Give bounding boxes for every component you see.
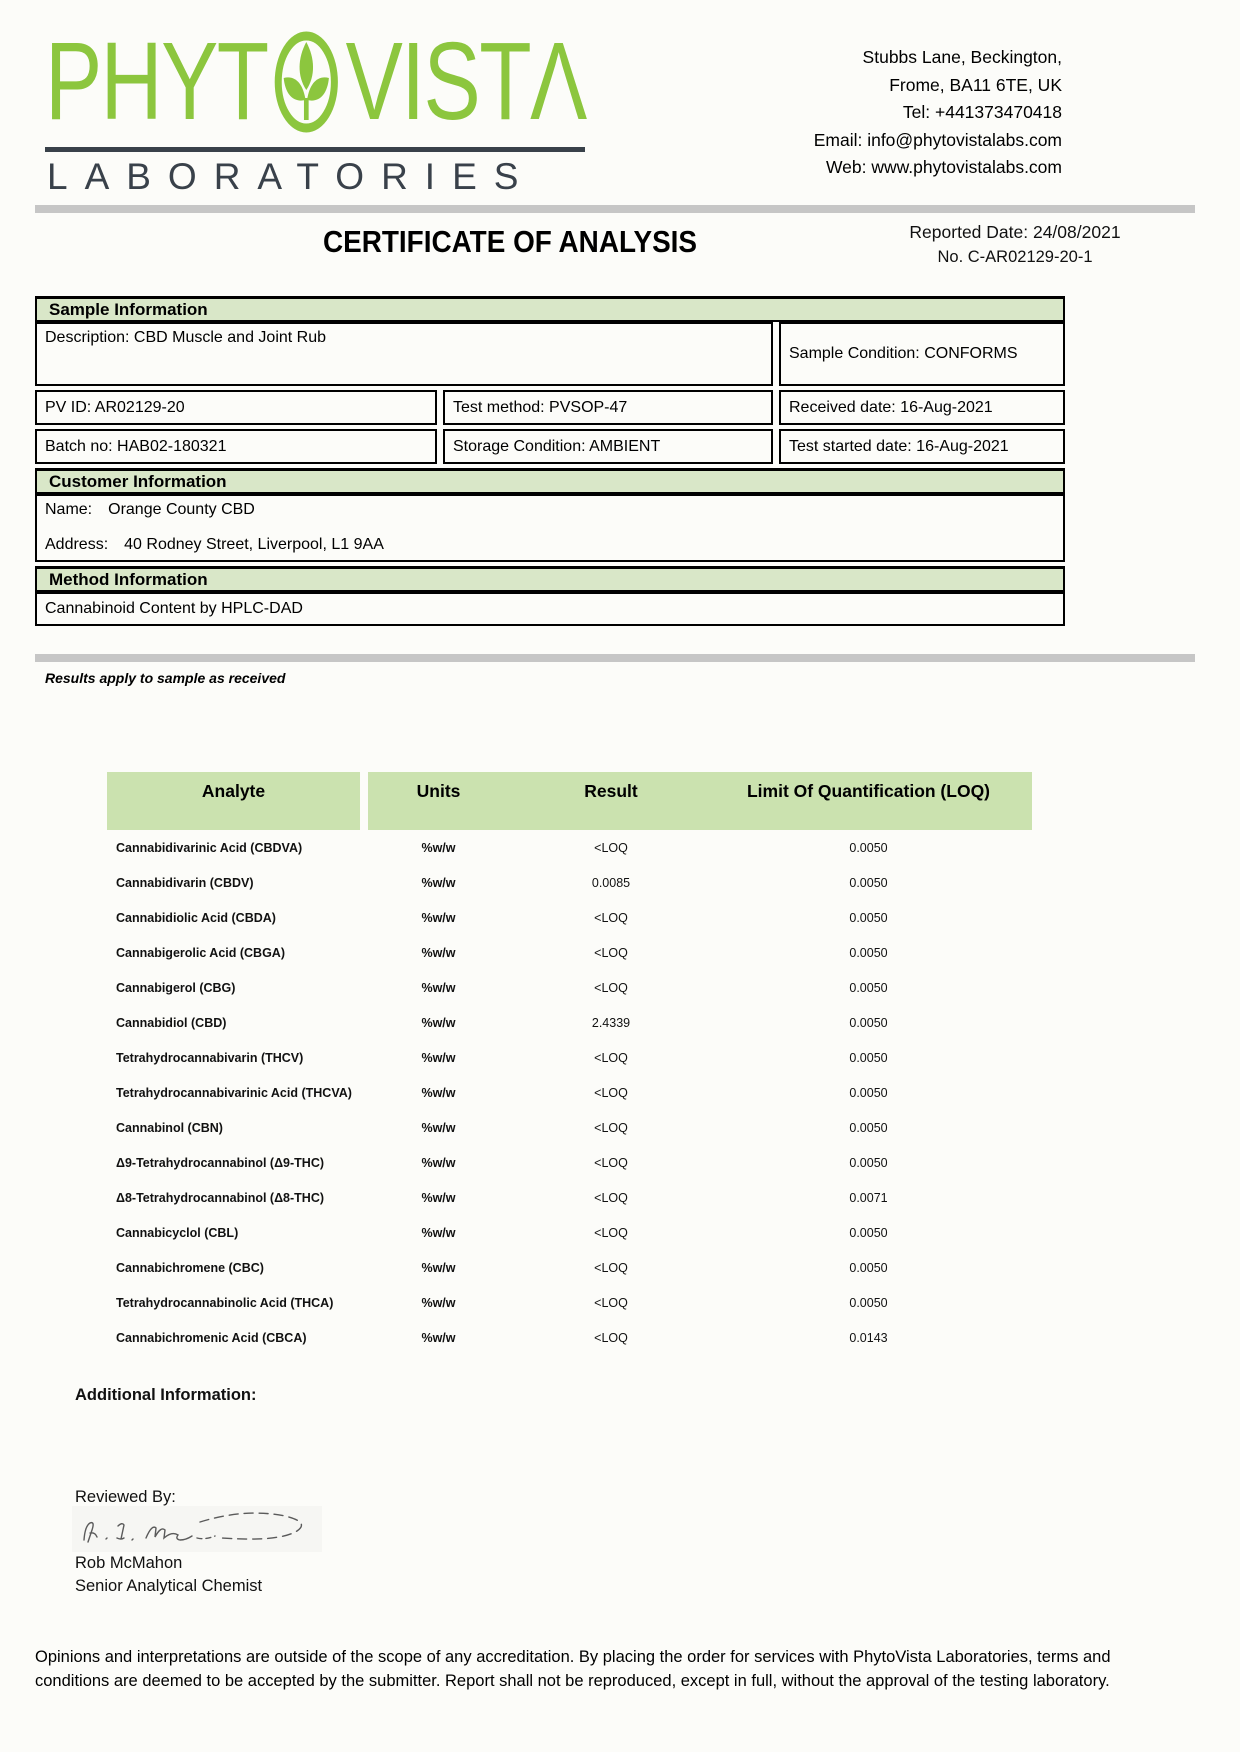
table-row (107, 830, 1032, 865)
customer-name-label: Name: (45, 501, 93, 518)
cell-analyte: Cannabichromene (CBC) (116, 1260, 264, 1275)
report-block (840, 222, 1190, 267)
column-header-analyte: Analyte (201, 781, 266, 801)
cell-units: %w/w (421, 840, 456, 855)
table-row (107, 1320, 1032, 1355)
cell-loq: 0.0071 (849, 1190, 888, 1205)
contact-line: Frome, BA11 6TE, UK (889, 74, 1062, 95)
cell-loq: 0.0050 (849, 1120, 888, 1135)
cell-units: %w/w (421, 1120, 456, 1135)
cell-units: %w/w (421, 875, 456, 890)
table-row (107, 865, 1032, 900)
cell-units: %w/w (421, 1085, 456, 1100)
table-row (107, 1110, 1032, 1145)
divider-bar-mid (35, 654, 1195, 662)
cell-loq: 0.0050 (849, 1260, 888, 1275)
logo (45, 20, 586, 143)
cell-result: <LOQ (594, 1330, 628, 1345)
cell-units: %w/w (421, 1050, 456, 1065)
customer-name-line (45, 501, 1055, 519)
certificate-number: No. C-AR02129-20-1 (937, 248, 1093, 266)
cell-analyte: Tetrahydrocannabinolic Acid (THCA) (116, 1295, 334, 1310)
cell-result: 2.4339 (591, 1015, 631, 1030)
sample-condition-cell: Sample Condition: CONFORMS (779, 322, 1065, 386)
customer-name-value: Orange County CBD (108, 501, 255, 518)
cell-result: <LOQ (594, 1050, 628, 1065)
signature-image (72, 1506, 322, 1552)
cell-loq: 0.0050 (849, 1050, 888, 1065)
logo-divider (45, 147, 585, 152)
handwritten-signature-icon (72, 1506, 322, 1552)
reviewer-name: Rob McMahon (75, 1554, 183, 1572)
section-header-customer-information: Customer Information (35, 468, 1065, 494)
customer-cell (35, 494, 1065, 562)
table-row (107, 1040, 1032, 1075)
cell-analyte: Δ8-Tetrahydrocannabinol (Δ8-THC) (116, 1190, 325, 1205)
cell-units: %w/w (421, 1295, 456, 1310)
contact-line: Email: info@phytovistalabs.com (813, 129, 1062, 150)
test-started-date-cell: Test started date: 16-Aug-2021 (779, 429, 1065, 464)
cell-units: %w/w (421, 945, 456, 960)
footer-disclaimer: Opinions and interpretations are outside of the scope of any accreditation. By placing the order for services with PhytoVista Laboratories, terms and conditions are deemed to be accepted by the submitter. Report shall not be reproduced, except in full, without the approval of the testing laboratory. (35, 1648, 1111, 1690)
table-row (107, 1285, 1032, 1320)
cell-analyte: Cannabidiol (CBD) (116, 1015, 227, 1030)
cell-units: %w/w (421, 1190, 456, 1205)
cell-analyte: Cannabigerol (CBG) (116, 980, 236, 995)
reviewer-title: Senior Analytical Chemist (75, 1577, 263, 1595)
additional-information-label: Additional Information: (75, 1386, 257, 1404)
column-header-loq: Limit Of Quantification (LOQ) (746, 781, 991, 801)
storage-condition-cell: Storage Condition: AMBIENT (443, 429, 773, 464)
cell-analyte: Cannabidivarinic Acid (CBDVA) (116, 840, 303, 855)
table-row (107, 1250, 1032, 1285)
cell-units: %w/w (421, 1015, 456, 1030)
cell-analyte: Cannabicyclol (CBL) (116, 1225, 239, 1240)
cell-result: <LOQ (594, 1295, 628, 1310)
column-header-units: Units (416, 781, 461, 801)
cell-units: %w/w (421, 1330, 456, 1345)
cell-loq: 0.0143 (849, 1330, 888, 1345)
cell-loq: 0.0050 (849, 1155, 888, 1170)
method-cell: Cannabinoid Content by HPLC-DAD (35, 592, 1065, 626)
cell-result: <LOQ (594, 1120, 628, 1135)
cell-loq: 0.0050 (849, 945, 888, 960)
results-table-body (107, 830, 1032, 1355)
logo-text-left: PHYT (45, 20, 268, 143)
cell-result: <LOQ (594, 1225, 628, 1240)
cell-result: 0.0085 (591, 875, 631, 890)
table-row (107, 970, 1032, 1005)
cell-result: <LOQ (594, 1190, 628, 1205)
table-row (107, 935, 1032, 970)
cell-units: %w/w (421, 1155, 456, 1170)
cell-units: %w/w (421, 1225, 456, 1240)
batch-no-cell: Batch no: HAB02-180321 (35, 429, 437, 464)
table-row (107, 1005, 1032, 1040)
table-row (107, 1180, 1032, 1215)
leaf-o-icon (271, 30, 343, 134)
cell-loq: 0.0050 (849, 1085, 888, 1100)
divider-bar-top (35, 205, 1195, 213)
cell-analyte: Cannabinol (CBN) (116, 1120, 223, 1135)
cell-loq: 0.0050 (849, 910, 888, 925)
description-cell: Description: CBD Muscle and Joint Rub (35, 322, 773, 386)
cell-analyte: Δ9-Tetrahydrocannabinol (Δ9-THC) (116, 1155, 325, 1170)
customer-address-value: 40 Rodney Street, Liverpool, L1 9AA (124, 536, 384, 553)
cell-analyte: Tetrahydrocannabivarinic Acid (THCVA) (116, 1085, 352, 1100)
reported-date: Reported Date: 24/08/2021 (909, 222, 1121, 242)
cell-units: %w/w (421, 1260, 456, 1275)
reviewed-by-label: Reviewed By: (75, 1488, 176, 1506)
cell-loq: 0.0050 (849, 980, 888, 995)
pv-id-cell: PV ID: AR02129-20 (35, 390, 437, 425)
table-row (107, 1075, 1032, 1110)
customer-address-line (45, 536, 1055, 554)
test-method-cell: Test method: PVSOP-47 (443, 390, 773, 425)
cell-loq: 0.0050 (849, 1295, 888, 1310)
cell-result: <LOQ (594, 840, 628, 855)
cell-result: <LOQ (594, 945, 628, 960)
cell-units: %w/w (421, 980, 456, 995)
cell-units: %w/w (421, 910, 456, 925)
logo-subtitle: LABORATORIES (47, 156, 536, 197)
contact-line: Stubbs Lane, Beckington, (862, 47, 1062, 67)
cell-loq: 0.0050 (849, 840, 888, 855)
contact-line: Web: www.phytovistalabs.com (825, 157, 1062, 178)
cell-result: <LOQ (594, 1155, 628, 1170)
table-row (107, 900, 1032, 935)
customer-address-label: Address: (45, 536, 109, 553)
cell-result: <LOQ (594, 1260, 628, 1275)
contact-block (814, 44, 1062, 182)
contact-line: Tel: +441373470418 (902, 102, 1062, 123)
cell-analyte: Cannabidivarin (CBDV) (116, 875, 254, 890)
table-row (107, 1215, 1032, 1250)
page-title: CERTIFICATE OF ANALYSIS (322, 224, 698, 259)
results-note: Results apply to sample as received (45, 670, 286, 686)
cell-analyte: Cannabichromenic Acid (CBCA) (116, 1330, 307, 1345)
column-header-result: Result (584, 781, 638, 801)
cell-loq: 0.0050 (849, 1225, 888, 1240)
table-row (107, 1145, 1032, 1180)
cell-analyte: Cannabigerolic Acid (CBGA) (116, 945, 285, 960)
cell-result: <LOQ (594, 980, 628, 995)
results-table (107, 772, 1032, 1372)
received-date-cell: Received date: 16-Aug-2021 (779, 390, 1065, 425)
cell-result: <LOQ (594, 1085, 628, 1100)
section-header-sample-information: Sample Information (35, 296, 1065, 322)
cell-analyte: Cannabidiolic Acid (CBDA) (116, 910, 276, 925)
cell-result: <LOQ (594, 910, 628, 925)
cell-loq: 0.0050 (849, 1015, 888, 1030)
section-header-method-information: Method Information (35, 566, 1065, 592)
cell-analyte: Tetrahydrocannabivarin (THCV) (116, 1050, 304, 1065)
logo-text-right: VISTΛ (345, 20, 586, 143)
cell-loq: 0.0050 (849, 875, 888, 890)
